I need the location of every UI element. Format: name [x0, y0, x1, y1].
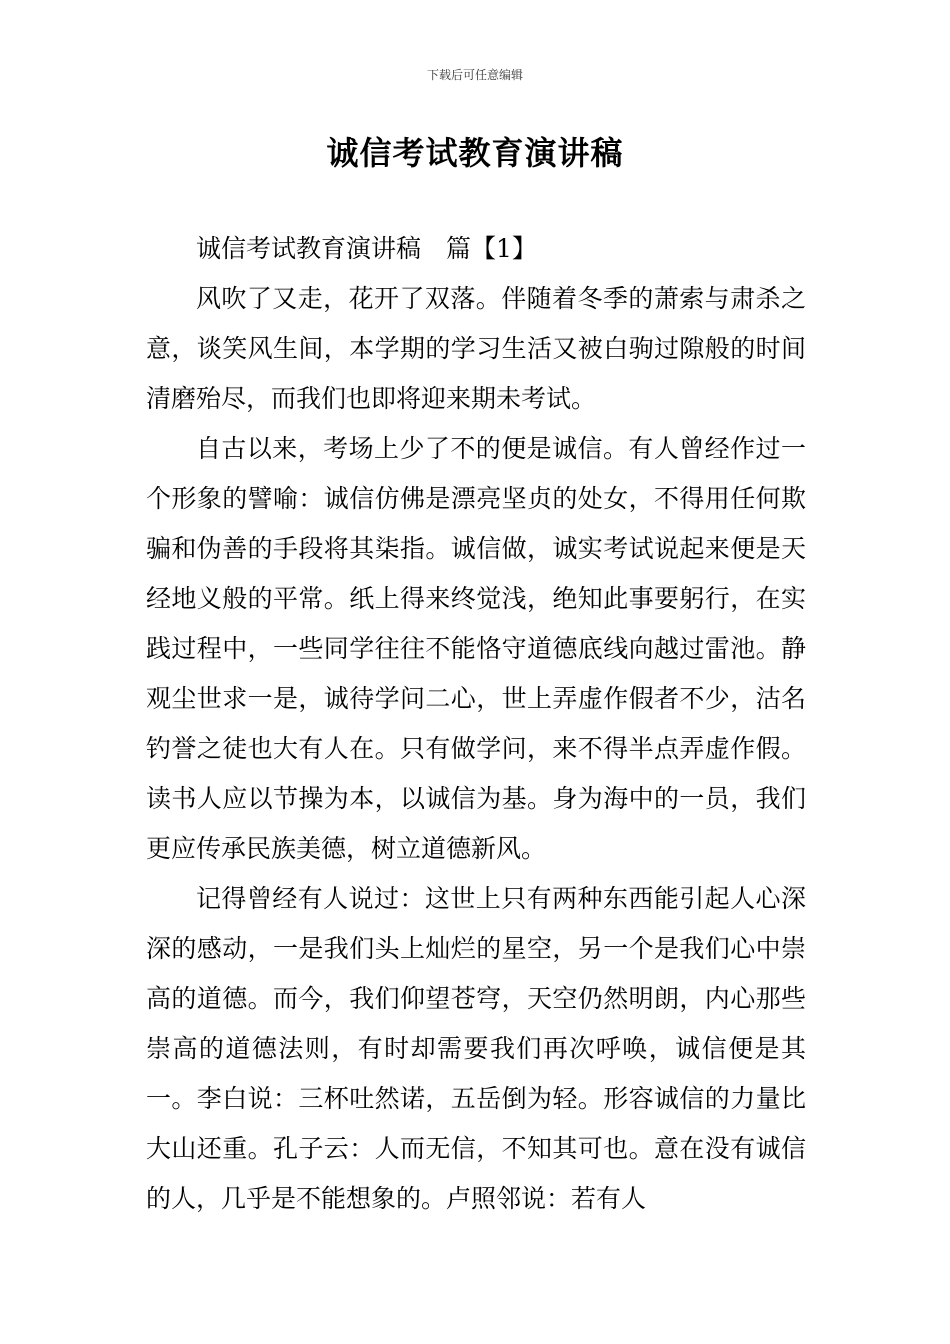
section-heading: 诚信考试教育演讲稿 篇【1】 [196, 234, 537, 263]
paragraph: 记得曾经有人说过：这世上只有两种东西能引起人心深深的感动，一是我们头上灿烂的星空，另一个是我们心中崇高的道德。而今，我们仰望苍穹，天空仍然明朗，内心那些崇高的道德法则，有时却需要我们再次呼唤，诚信便是其一。李白说：三杯吐然诺，五岳倒为轻。形容诚信的力量比大山还重。孔子云：人而无信，不知其可也。意在没有诚信的人，几乎是不能想象的。卢照邻说：若有人 [146, 884, 806, 1213]
header-note: 下载后可任意编辑 [426, 68, 523, 82]
document-body [146, 224, 806, 1224]
paragraph: 风吹了又走，花开了双落。伴随着冬季的萧索与肃杀之意，谈笑风生间，本学期的学习生活又被白驹过隙般的时间清磨殆尽，而我们也即将迎来期未考试。 [146, 284, 806, 413]
document-title: 诚信考试教育演讲稿 [326, 134, 624, 172]
paragraph: 自古以来，考场上少了不的便是诚信。有人曾经作过一个形象的譬喻：诚信仿佛是漂亮坚贞的处女，不得用任何欺骗和伪善的手段将其柒指。诚信做，诚实考试说起来便是天经地义般的平常。纸上得来终觉浅，绝知此事要躬行，在实践过程中，一些同学往往不能恪守道德底线向越过雷池。静观尘世求一是，诚待学问二心，世上弄虚作假者不少，沽名钓誉之徒也大有人在。只有做学问，来不得半点弄虚作假。读书人应以节操为本，以诚信为基。身为海中的一员，我们更应传承民族美德，树立道德新风。 [146, 434, 806, 863]
